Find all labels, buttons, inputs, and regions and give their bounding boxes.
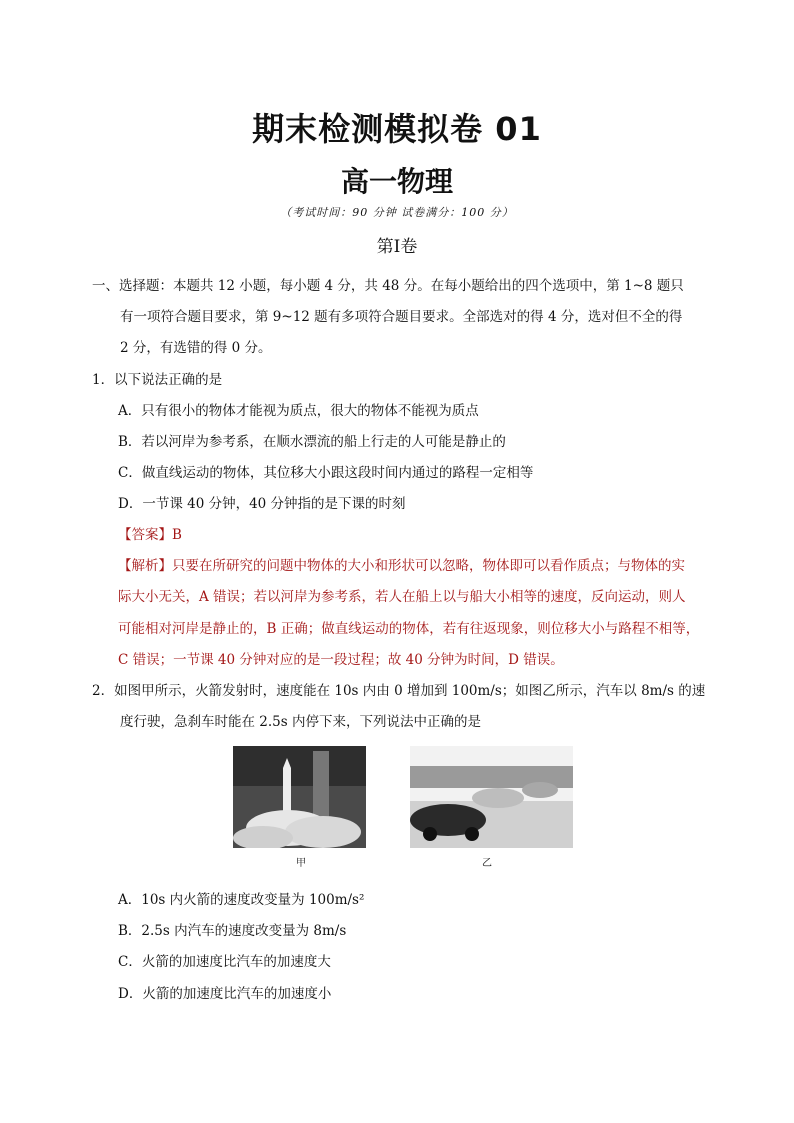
- question-1-analysis: 际大小无关，A 错误；若以河岸为参考系，若人在船上以与船大小相等的速度，反向运动，则人: [118, 589, 686, 605]
- instruction-line: 一、选择题：本题共 12 小题，每小题 4 分，共 48 分。在每小题给出的四个选项中，第 1~8 题只: [92, 278, 684, 294]
- question-1-option-a: A．只有很小的物体才能视为质点，很大的物体不能视为质点: [118, 403, 479, 419]
- question-2-option-a: A．10s 内火箭的速度改变量为 100m/s²: [118, 892, 365, 908]
- question-2-stem: 度行驶，急刹车时能在 2.5s 内停下来，下列说法中正确的是: [120, 714, 481, 730]
- car-braking-photo: [410, 746, 573, 848]
- question-1-option-b: B．若以河岸为参考系，在顺水漂流的船上行走的人可能是静止的: [118, 434, 506, 450]
- question-2-option-d: D．火箭的加速度比汽车的加速度小: [118, 986, 332, 1002]
- instruction-line: 有一项符合题目要求，第 9~12 题有多项符合题目要求。全部选对的得 4 分，选对但不全的得: [120, 309, 683, 325]
- question-1-answer: 【答案】B: [118, 527, 182, 543]
- exam-title: 期末检测模拟卷 01: [252, 110, 542, 148]
- question-2-stem: 2．如图甲所示，火箭发射时，速度能在 10s 内由 0 增加到 100m/s；如图乙所示，汽车以 8m/s 的速: [92, 683, 706, 699]
- question-2-option-b: B．2.5s 内汽车的速度改变量为 8m/s: [118, 923, 347, 939]
- rocket-launch-illustration: [233, 746, 366, 848]
- car-braking-illustration: [410, 746, 573, 848]
- time-info: （考试时间：90 分钟 试卷满分：100 分）: [280, 206, 514, 219]
- question-1-analysis: 可能相对河岸是静止的，B 正确；做直线运动的物体，若有往返现象，则位移大小与路程不相等，: [118, 621, 700, 637]
- section-heading: 第Ⅰ卷: [376, 237, 418, 257]
- rocket-launch-photo: [233, 746, 366, 848]
- question-1-option-c: C．做直线运动的物体，其位移大小跟这段时间内通过的路程一定相等: [118, 465, 534, 481]
- figure-label-jia: 甲: [296, 858, 306, 869]
- figure-label-yi: 乙: [482, 858, 492, 869]
- question-1-analysis: 【解析】只要在所研究的问题中物体的大小和形状可以忽略，物体即可以看作质点；与物体的实: [118, 558, 685, 574]
- exam-subtitle: 高一物理: [340, 165, 453, 198]
- question-2-option-c: C．火箭的加速度比汽车的加速度大: [118, 954, 331, 970]
- instruction-line: 2 分，有选错的得 0 分。: [120, 340, 272, 356]
- question-1-option-d: D．一节课 40 分钟，40 分钟指的是下课的时刻: [118, 496, 406, 512]
- question-1-stem: 1．以下说法正确的是: [92, 372, 223, 388]
- question-1-analysis: C 错误；一节课 40 分钟对应的是一段过程；故 40 分钟为时间，D 错误。: [118, 652, 564, 668]
